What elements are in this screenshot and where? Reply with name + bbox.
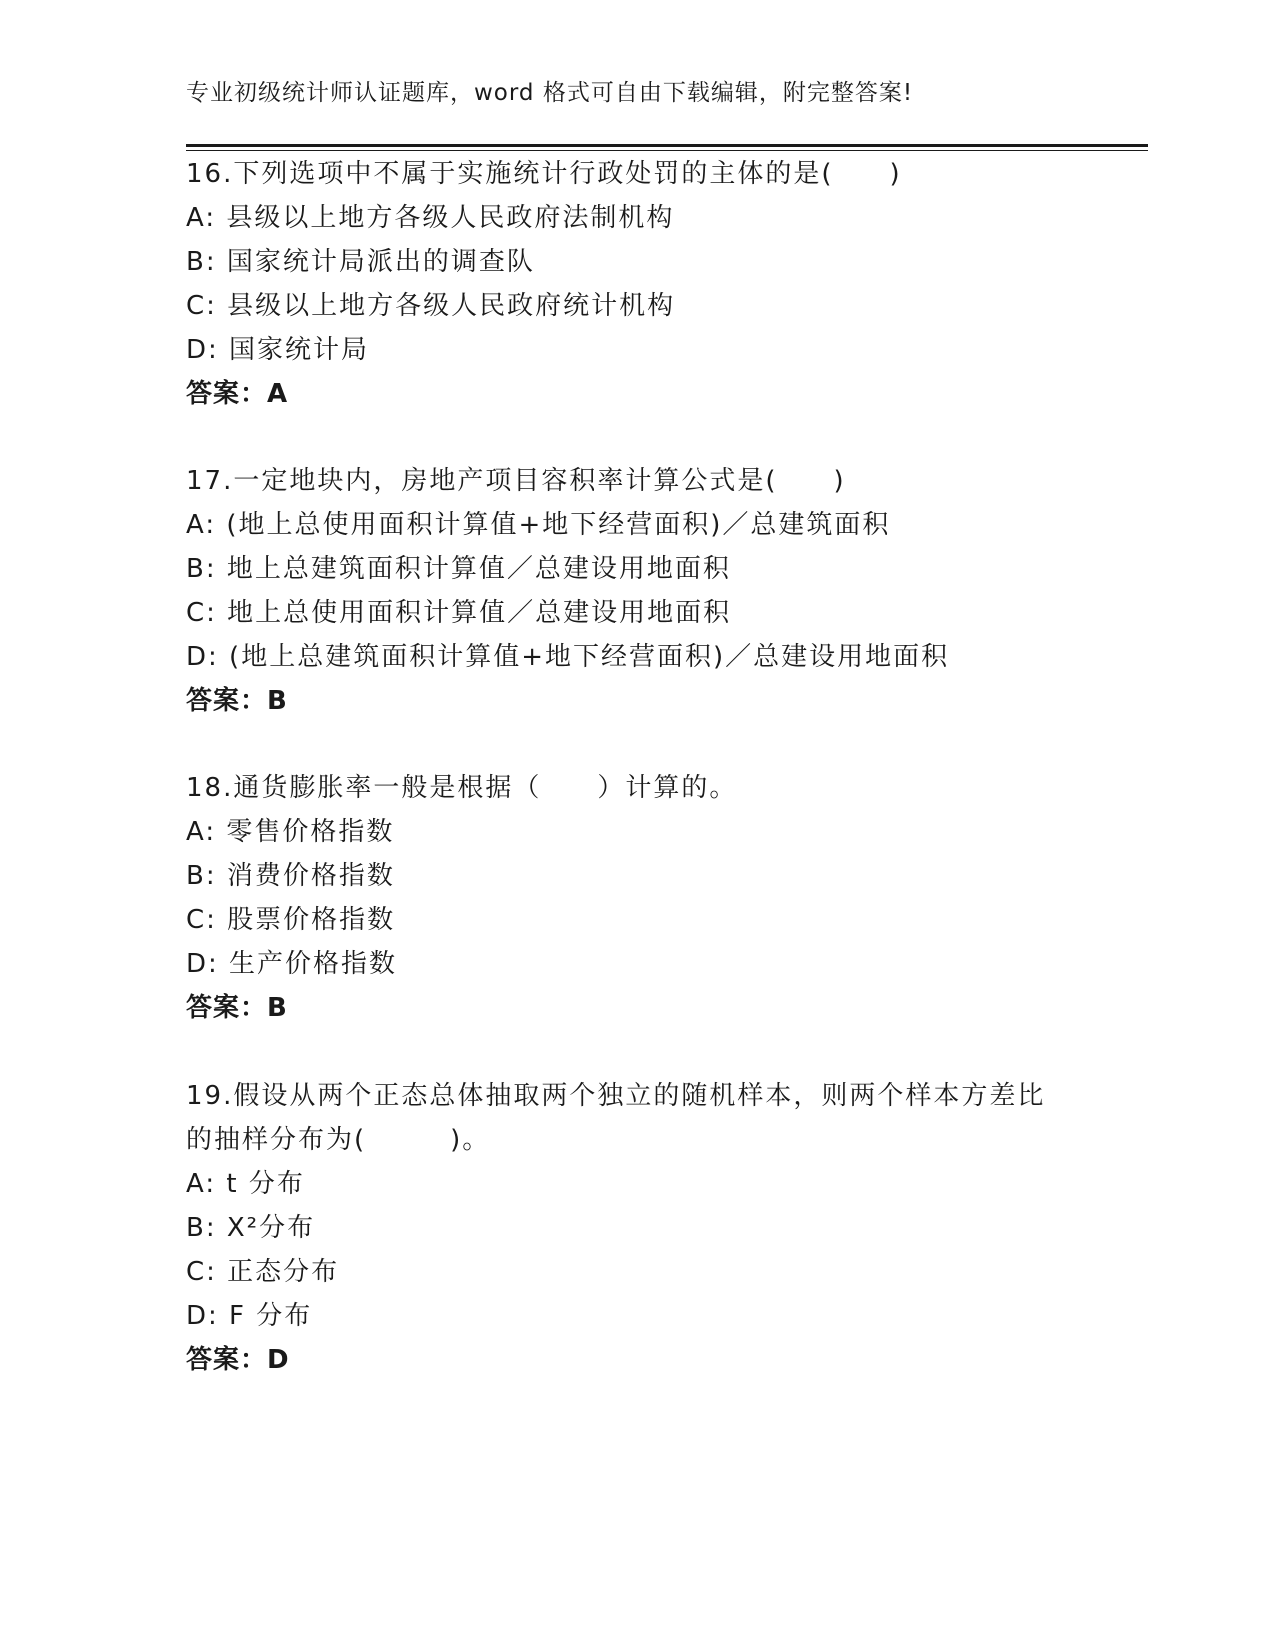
- option-a: A: (地上总使用面积计算值+地下经营面积)／总建筑面积: [186, 510, 891, 540]
- option-b: B: 地上总建筑面积计算值／总建设用地面积: [186, 554, 731, 584]
- header-rule-thick: [186, 144, 1148, 147]
- question-stem: 16.下列选项中不属于实施统计行政处罚的主体的是( ): [186, 159, 902, 189]
- answer: 答案：A: [186, 379, 289, 409]
- header-rule-thin: [186, 150, 1148, 151]
- option-a: A: t 分布: [186, 1169, 305, 1199]
- question-stem-line-2: 的抽样分布为( )。: [186, 1125, 491, 1155]
- option-c: C: 地上总使用面积计算值／总建设用地面积: [186, 598, 732, 628]
- option-c: C: 股票价格指数: [186, 905, 396, 935]
- option-d: D: F 分布: [186, 1301, 313, 1331]
- answer: 答案：B: [186, 993, 288, 1023]
- option-d: D: (地上总建筑面积计算值+地下经营面积)／总建设用地面积: [186, 642, 950, 672]
- question-stem: 17.一定地块内，房地产项目容积率计算公式是( ): [186, 466, 846, 496]
- option-b: B: 国家统计局派出的调查队: [186, 247, 535, 277]
- question-stem: 18.通货膨胀率一般是根据（ ）计算的。: [186, 773, 738, 803]
- option-b: B: X²分布: [186, 1213, 316, 1243]
- answer: 答案：B: [186, 686, 288, 716]
- option-b: B: 消费价格指数: [186, 861, 395, 891]
- answer: 答案：D: [186, 1345, 290, 1375]
- option-c: C: 县级以上地方各级人民政府统计机构: [186, 291, 676, 321]
- option-d: D: 国家统计局: [186, 335, 370, 365]
- option-a: A: 零售价格指数: [186, 817, 395, 847]
- option-d: D: 生产价格指数: [186, 949, 398, 979]
- option-c: C: 正态分布: [186, 1257, 340, 1287]
- option-a: A: 县级以上地方各级人民政府法制机构: [186, 203, 675, 233]
- question-stem-line-1: 19.假设从两个正态总体抽取两个独立的随机样本，则两个样本方差比: [186, 1081, 1046, 1111]
- page-header: 专业初级统计师认证题库，word 格式可自由下载编辑，附完整答案!: [186, 80, 914, 106]
